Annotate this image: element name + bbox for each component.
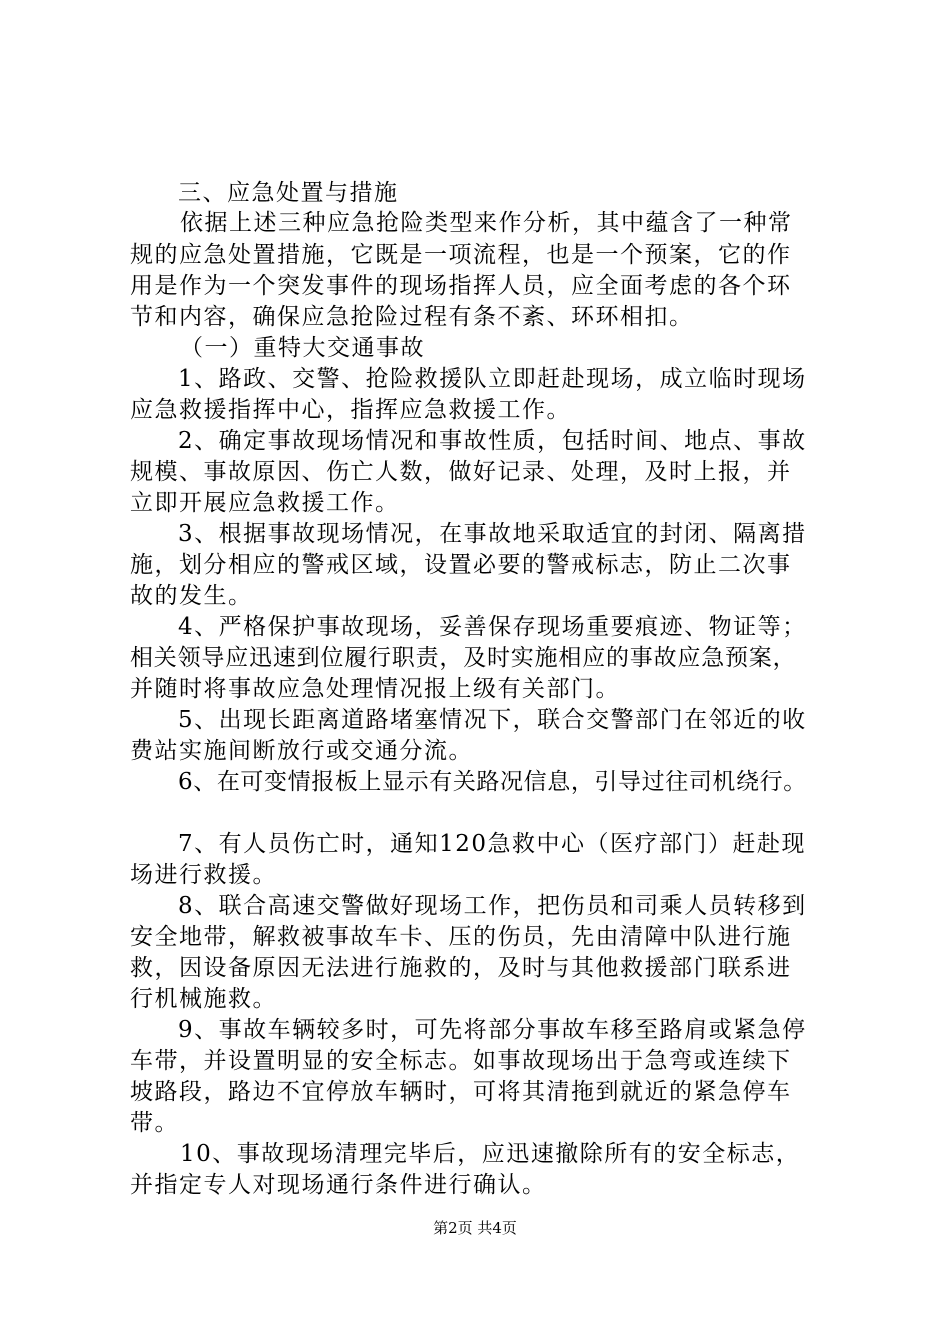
paragraph-line: 带。 <box>130 1110 179 1136</box>
paragraph-line: 规的应急处置措施，它既是一项流程，也是一个预案，它的作 <box>130 242 792 268</box>
paragraph-line: 2、确定事故现场情况和事故性质，包括时间、地点、事故 <box>178 428 807 454</box>
paragraph-line: 应急救援指挥中心，指挥应急救援工作。 <box>130 397 571 423</box>
paragraph-line: 用是作为一个突发事件的现场指挥人员，应全面考虑的各个环 <box>130 273 792 299</box>
paragraph-line: 3、根据事故现场情况，在事故地采取适宜的封闭、隔离措 <box>178 521 807 547</box>
paragraph-line: 救，因设备原因无法进行施救的，及时与其他救援部门联系进 <box>130 955 792 981</box>
paragraph-line: 故的发生。 <box>130 583 253 609</box>
paragraph-line: 场进行救援。 <box>130 862 277 888</box>
paragraph-line: 费站实施间断放行或交通分流。 <box>130 738 473 764</box>
paragraph-line: 相关领导应迅速到位履行职责，及时实施相应的事故应急预案， <box>130 645 797 671</box>
paragraph-line: 10、事故现场清理完毕后，应迅速撤除所有的安全标志， <box>180 1141 801 1167</box>
paragraph-line: 4、严格保护事故现场，妥善保存现场重要痕迹、物证等； <box>178 614 807 640</box>
paragraph-line: 5、出现长距离道路堵塞情况下，联合交警部门在邻近的收 <box>178 707 807 733</box>
paragraph-line: 行机械施救。 <box>130 986 277 1012</box>
section-heading: 三、应急处置与措施 <box>178 180 399 206</box>
paragraph-line: 施，划分相应的警戒区域，设置必要的警戒标志，防止二次事 <box>130 552 792 578</box>
paragraph-line: 规模、事故原因、伤亡人数，做好记录、处理，及时上报，并 <box>130 459 792 485</box>
paragraph-line: 节和内容，确保应急抢险过程有条不紊、环环相扣。 <box>130 304 694 330</box>
paragraph-line: 安全地带，解救被事故车卡、压的伤员，先由清障中队进行施 <box>130 924 792 950</box>
paragraph-line: 坡路段，路边不宜停放车辆时，可将其清拖到就近的紧急停车 <box>130 1079 792 1105</box>
paragraph-line: 6、在可变情报板上显示有关路况信息，引导过往司机绕行。 <box>178 769 807 795</box>
paragraph-line: 1、路政、交警、抢险救援队立即赶赴现场，成立临时现场 <box>178 366 807 392</box>
paragraph-line: 8、联合高速交警做好现场工作，把伤员和司乘人员转移到 <box>178 893 807 919</box>
paragraph-line: 依据上述三种应急抢险类型来作分析，其中蕴含了一种常 <box>180 210 793 236</box>
subsection-heading: （一）重特大交通事故 <box>180 335 425 361</box>
paragraph-line: 7、有人员伤亡时，通知120急救中心（医疗部门）赶赴现 <box>178 831 807 857</box>
paragraph-line: 并指定专人对现场通行条件进行确认。 <box>130 1172 547 1198</box>
page-footer: 第2页 共4页 <box>433 1219 517 1237</box>
paragraph-line: 9、事故车辆较多时，可先将部分事故车移至路肩或紧急停 <box>178 1017 807 1043</box>
paragraph-line: 并随时将事故应急处理情况报上级有关部门。 <box>130 676 620 702</box>
paragraph-line: 车带，并设置明显的安全标志。如事故现场出于急弯或连续下 <box>130 1048 792 1074</box>
paragraph-line: 立即开展应急救援工作。 <box>130 490 400 516</box>
